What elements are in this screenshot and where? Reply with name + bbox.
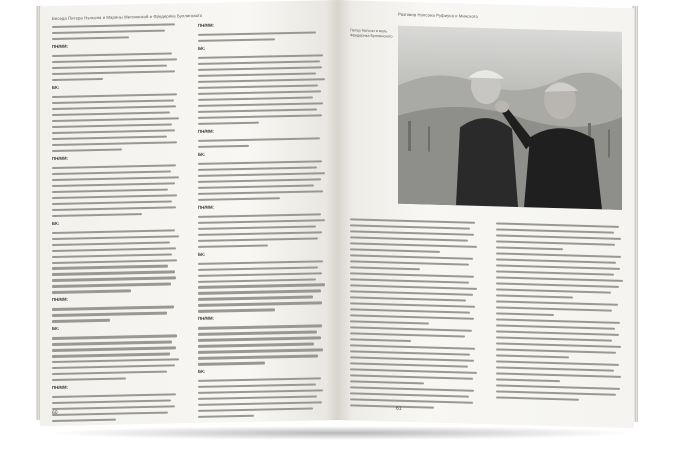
text-block	[350, 326, 478, 344]
text-block	[198, 137, 326, 148]
text-block	[52, 52, 180, 81]
text-block	[198, 213, 326, 248]
text-block	[52, 335, 180, 382]
left-page-column-1	[52, 23, 180, 426]
right-page-column-1	[350, 218, 478, 413]
left-page	[40, 0, 338, 426]
text-block	[198, 54, 326, 125]
speaker-label: БК:	[198, 45, 206, 51]
photo-illustration	[398, 26, 622, 210]
text-block	[350, 254, 478, 272]
text-block	[198, 160, 326, 201]
speaker-label: БК:	[52, 84, 60, 90]
text-block	[350, 272, 478, 326]
left-page-number: 60	[52, 409, 58, 416]
speaker-label: ПН/ММ:	[198, 316, 214, 322]
speaker-label: ПН/ММ:	[198, 22, 214, 28]
text-block	[198, 260, 326, 313]
text-block	[350, 386, 478, 410]
text-block	[350, 344, 478, 386]
text-block	[496, 222, 624, 252]
speaker-label: ПН/ММ:	[52, 297, 68, 303]
speaker-label: БК:	[198, 251, 206, 257]
text-block	[52, 394, 180, 423]
speaker-label: БК:	[52, 326, 60, 332]
speaker-label: БК:	[198, 151, 206, 157]
right-running-head: Разговор Нэлсона Руфиуса и Минского	[398, 11, 478, 19]
text-block	[52, 23, 180, 40]
speaker-label: ПН/ММ:	[52, 384, 68, 391]
photo-two-men	[398, 26, 622, 210]
text-block	[198, 378, 326, 419]
book-shadow	[44, 426, 636, 440]
speaker-label: ПН/ММ:	[52, 43, 68, 49]
left-page-column-2	[198, 20, 326, 422]
text-block	[198, 325, 326, 366]
text-block	[52, 306, 180, 323]
text-block	[350, 218, 478, 254]
text-block	[52, 229, 180, 294]
speaker-label: БК:	[52, 220, 60, 226]
text-block	[496, 360, 624, 384]
photo-caption: Петер Нэлсон и мать Фредерика Буллинского	[350, 28, 393, 39]
text-block	[52, 164, 180, 217]
speaker-label: ПН/ММ:	[198, 128, 214, 134]
text-block	[496, 252, 624, 300]
text-block	[198, 31, 326, 42]
speaker-label: ПН/ММ:	[198, 204, 214, 210]
right-page-number: 61	[396, 405, 402, 412]
text-block	[52, 93, 180, 152]
text-block	[496, 300, 624, 318]
text-block	[496, 318, 624, 360]
text-block	[496, 384, 624, 402]
left-running-head: Беседа Питера Нэлсона и Марины Метлинской и Фредерика Буллинского	[52, 12, 203, 21]
right-page-column-2	[496, 222, 624, 405]
right-page	[338, 0, 634, 428]
speaker-label: БК:	[198, 369, 206, 375]
speaker-label: ПН/ММ:	[52, 155, 68, 161]
